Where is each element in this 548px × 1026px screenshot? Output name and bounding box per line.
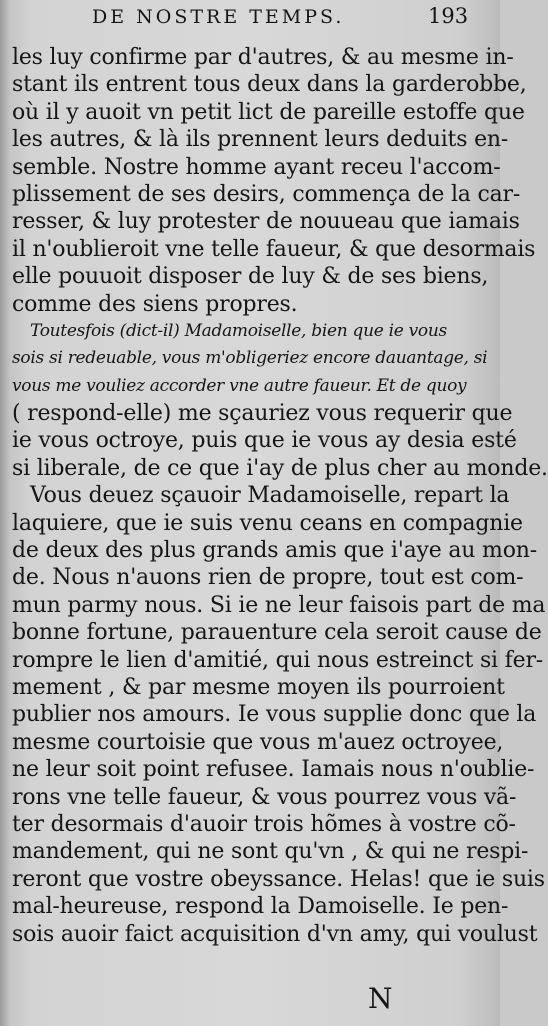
text-line: mesme courtoisie que vous m'auez octroyee, (12, 729, 504, 755)
text-line: de deux des plus grands amis que i'aye au mon- (12, 538, 537, 564)
text-line: ie vous octroye, puis que ie vous ay desia esté (12, 428, 517, 454)
text-line: reront que vostre obeyssance. Helas! que ie suis (12, 866, 545, 892)
text-line: sois si redeuable, vous m'obligeriez encore dauantage, si (12, 348, 488, 369)
text-line: ( respond-elle) me sçauriez vous requerir que (12, 401, 513, 427)
gutter-shadow (0, 0, 10, 1026)
text-line: Toutesfois (dict-il) Madamoiselle, bien que ie vous (30, 320, 447, 341)
signature-mark: N (368, 982, 393, 1015)
text-line: si liberale, de ce que i'ay de plus cher au monde. (12, 455, 548, 481)
page-header (0, 0, 500, 30)
text-line: sois auoir faict acquisition d'vn amy, qui voulust (12, 921, 538, 947)
text-line: publier nos amours. Ie vous supplie donc que la (12, 702, 537, 728)
text-line: vous me vouliez accorder vne autre faueur. Et de quoy (12, 375, 467, 396)
text-line: de. Nous n'auons rien de propre, tout est com- (12, 565, 524, 591)
page-number: 193 (428, 4, 469, 28)
text-line: Vous deuez sçauoir Madamoiselle, repart la (30, 483, 510, 509)
text-line: semble. Nostre homme ayant receu l'accom- (12, 154, 501, 180)
text-line: les autres, & là ils prennent leurs deduits en- (12, 127, 509, 153)
text-line: mandement, qui ne sont qu'vn , & qui ne respi- (12, 839, 529, 865)
text-line: resser, & luy protester de nouueau que iamais (12, 209, 520, 235)
text-line: il n'oublieroit vne telle faueur, & que desormais (12, 236, 536, 262)
text-line: ne leur soit point refusee. Iamais nous n'oublie- (12, 757, 535, 783)
text-line: les luy confirme par d'autres, & au mesme in- (12, 45, 514, 70)
text-line: mal-heureuse, respond la Damoiselle. Ie pen- (12, 894, 509, 920)
running-head: DE NOSTRE TEMPS. (92, 6, 345, 28)
text-line: rompre le lien d'amitié, qui nous estreinct si fer- (12, 647, 543, 673)
body-text (12, 44, 548, 948)
text-line: laquiere, que ie suis venu ceans en compagnie (12, 510, 523, 536)
text-line: ter desormais d'auoir trois hõmes à vostre cõ- (12, 811, 516, 837)
text-line: plissement de ses desirs, commença de la car- (12, 181, 521, 207)
text-line: elle pouuoit disposer de luy & de ses biens, (12, 264, 489, 290)
text-line: bonne fortune, parauenture cela seroit cause de (12, 620, 542, 646)
text-line: comme des siens propres. (12, 291, 298, 317)
text-line: rons vne telle faueur, & vous pourrez vous vã- (12, 784, 517, 810)
text-line: mun parmy nous. Si ie ne leur faisois part de ma (12, 592, 546, 618)
text-line: mement , & par mesme moyen ils pourroient (12, 674, 505, 700)
text-line: stant ils entrent tous deux dans la garderobbe, (12, 72, 527, 98)
text-line: où il y auoit vn petit lict de pareille estoffe que (12, 99, 525, 125)
